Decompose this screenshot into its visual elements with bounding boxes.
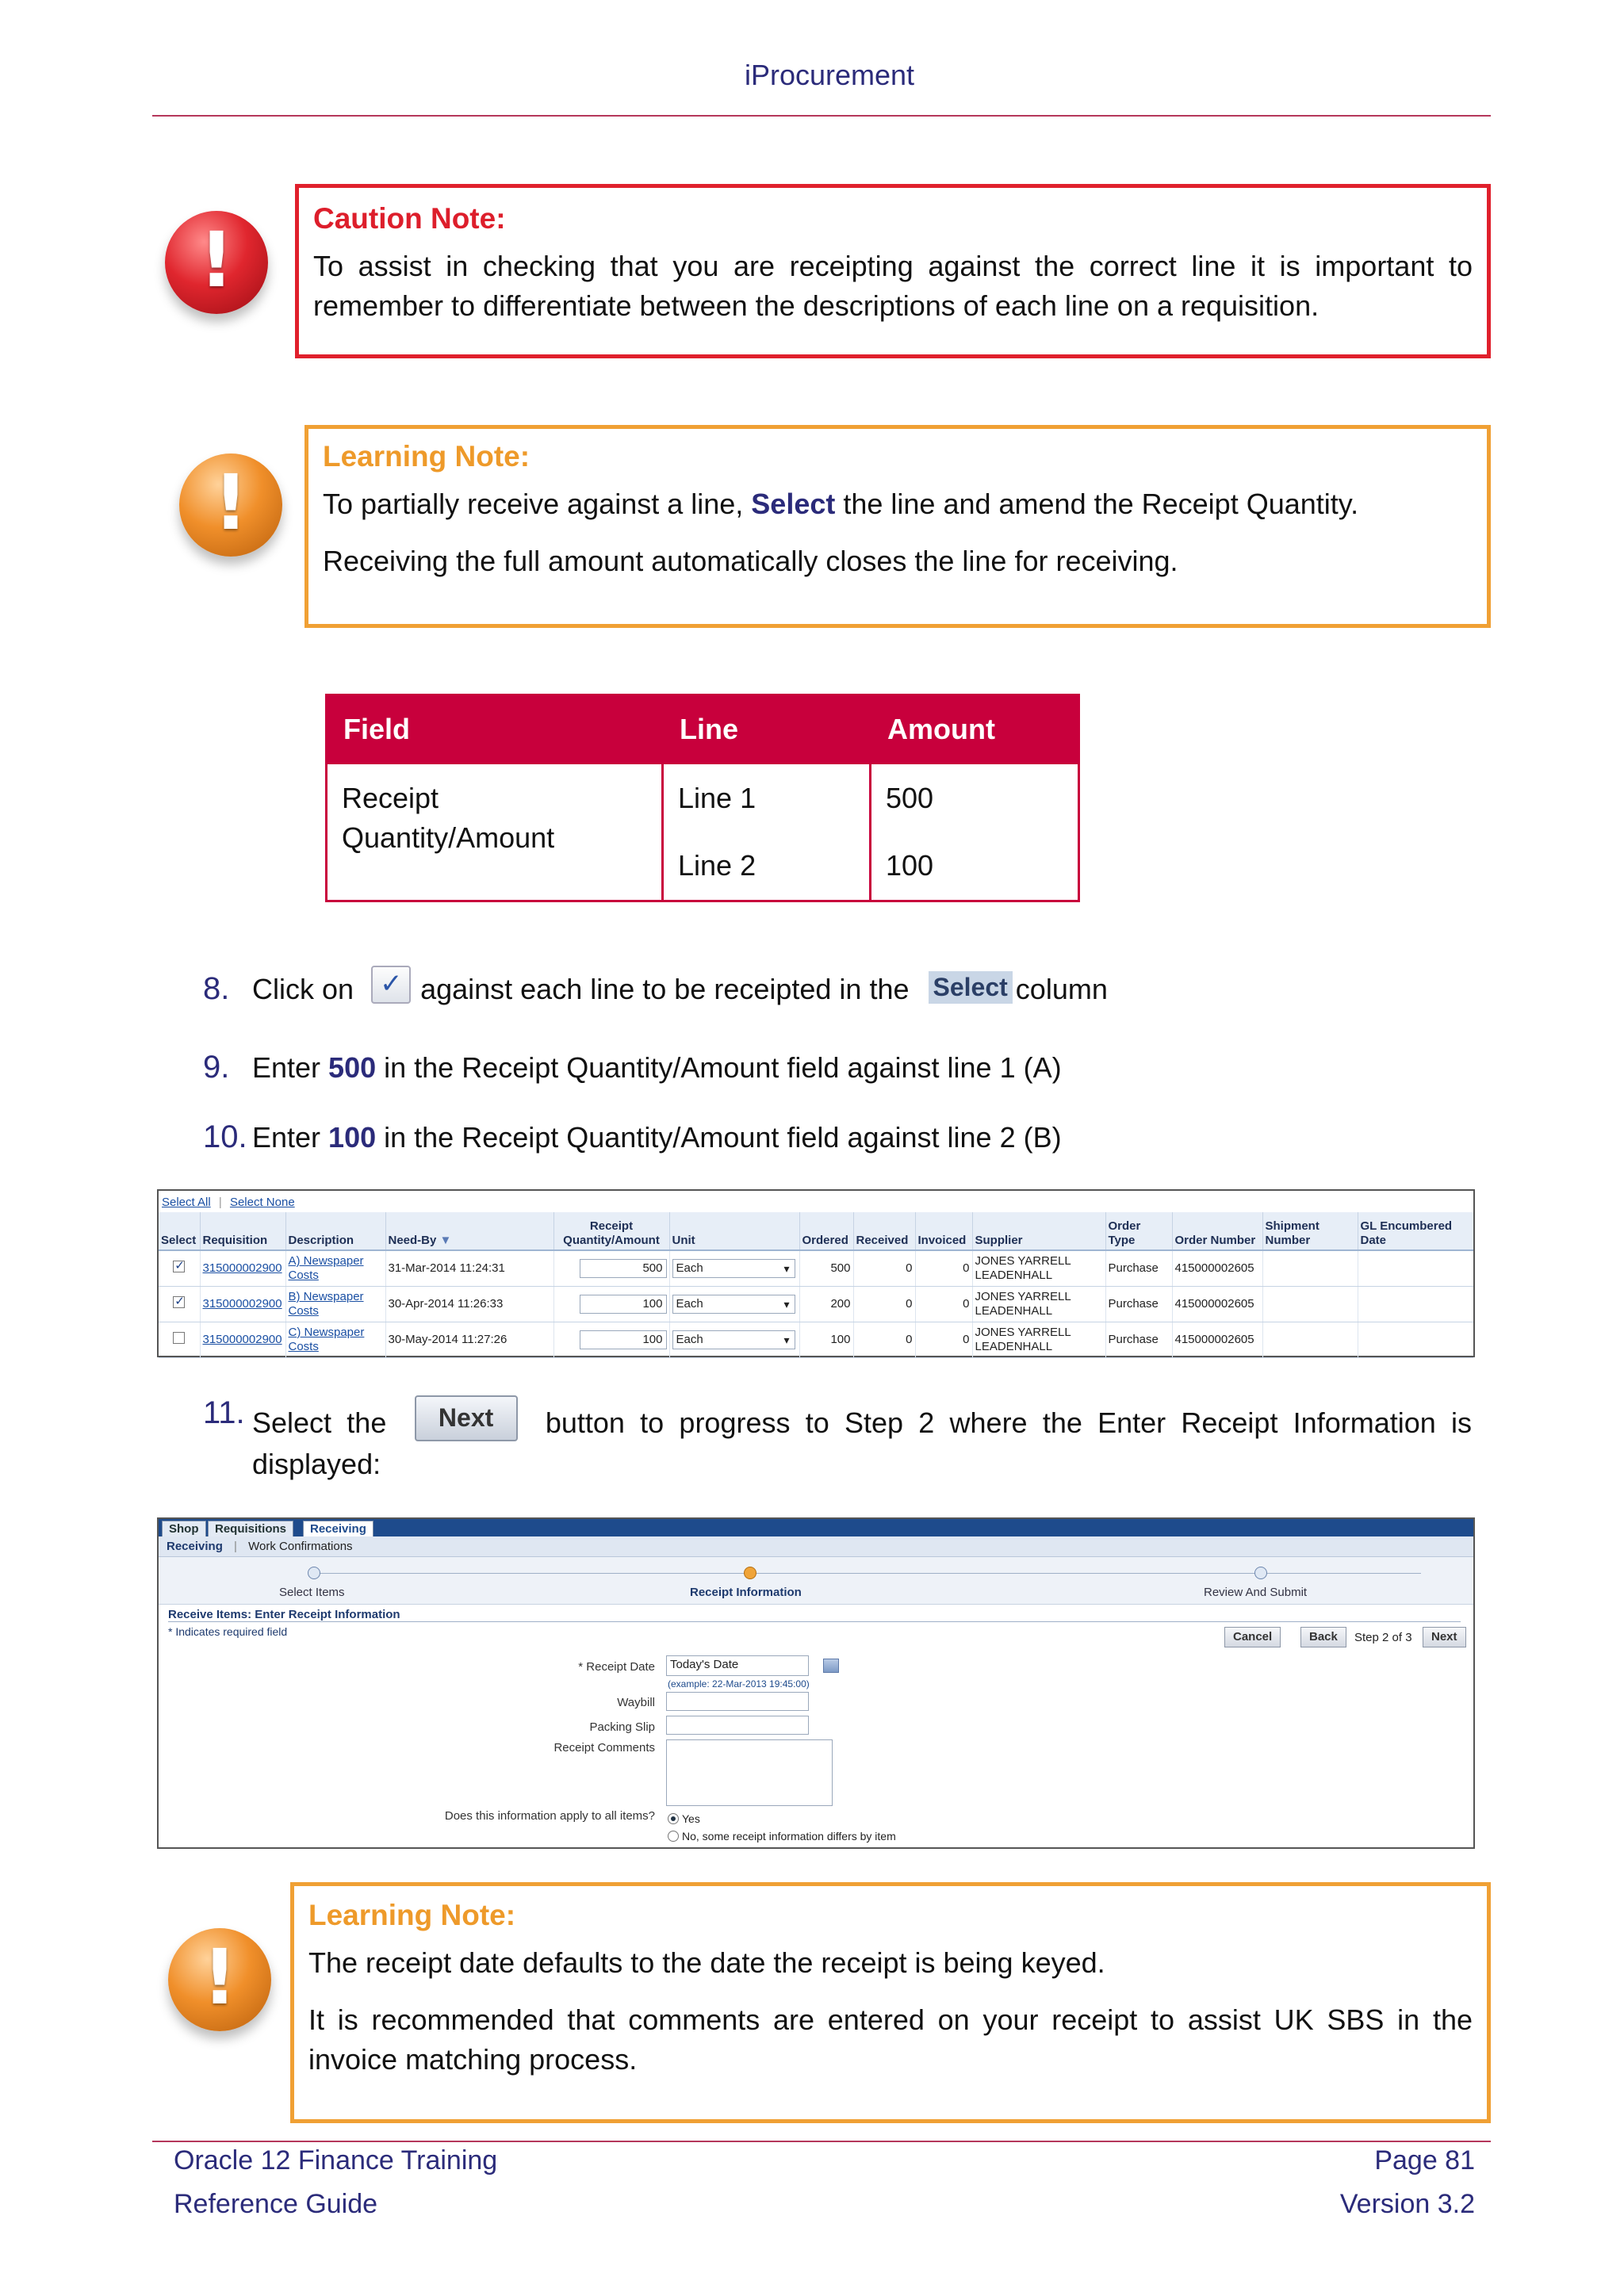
learning-note-1-p2: Receiving the full amount automatically closes the line for receiving. [323,545,1178,577]
required-note: * Indicates required field [168,1625,288,1638]
page-header-title: iProcurement [744,59,915,91]
train-step-review-and-submit [1254,1567,1267,1579]
apply-question-label: Does this information apply to all items? [444,1809,655,1823]
description-link[interactable]: B) Newspaper Costs [288,1290,364,1318]
step-indicator: Step 2 of 3 [1354,1631,1412,1644]
description-link[interactable]: A) Newspaper Costs [288,1254,364,1282]
col-need-by[interactable]: Need-By ▼ [385,1212,553,1250]
row-select-checkbox[interactable] [173,1296,185,1308]
col-received: Received [853,1212,915,1250]
header-rule [152,115,1491,117]
waybill-label: Waybill [617,1696,655,1709]
field-table-header-field: Field [327,695,663,763]
caution-note-text: To assist in checking that you are receipting against the correct line it is important to remember to differentiate between the descriptions of each line on a requisition. [313,250,1473,322]
date-example-hint: (example: 22-Mar-2013 19:45:00) [668,1678,810,1689]
receipt-information-screenshot [157,1517,1475,1849]
caution-note-title: Caution Note: [313,202,506,235]
col-unit: Unit [669,1212,799,1250]
radio-no[interactable] [668,1831,679,1842]
col-order-type: Order Type [1105,1212,1172,1250]
footer-page-number: Page 81 [1374,2145,1475,2175]
col-requisition: Requisition [200,1212,285,1250]
step-9: 9. Enter 500 in the Receipt Quantity/Amount field against line 1 (A) [203,1050,1062,1085]
row-select-checkbox[interactable] [173,1332,185,1344]
field-table-field: Receipt Quantity/Amount [327,763,663,901]
field-table [325,694,1080,902]
train-step-receipt-information [744,1567,756,1579]
select-checkbox-icon [371,966,411,1004]
col-gl-encumbered-date: GL Encumbered Date [1358,1212,1473,1250]
col-ordered: Ordered [799,1212,853,1250]
description-link[interactable]: C) Newspaper Costs [288,1326,365,1353]
row-select-checkbox[interactable] [173,1261,185,1272]
waybill-input[interactable] [666,1692,809,1711]
step-11: 11. Select the Next button to progress to Step 2 where the Enter Receipt Information is displayed: [203,1395,1472,1480]
step-10: 10. Enter 100 in the Receipt Quantity/Amount field against line 2 (B) [203,1119,1062,1154]
calendar-icon[interactable] [823,1659,839,1673]
learning-note-icon: ! [168,1928,271,2031]
select-column-label: Select [929,971,1013,1004]
learning-note-2 [290,1882,1491,2123]
table-row: ✓ 315000002900 B) Newspaper Costs 30-Apr-2014 11:26:33 100 Each ▾ 200 0 0 JONES YARRELL LEADENHALL Purchase 415000002605 [159,1287,1473,1322]
radio-yes[interactable] [668,1813,679,1824]
col-select: Select [159,1212,200,1250]
learning-note-icon: ! [179,453,282,557]
unit-select[interactable]: Each ▾ [672,1259,795,1278]
page-title: Receive Items: Enter Receipt Information [168,1608,1461,1622]
footer-rule [152,2141,1491,2142]
unit-select[interactable]: Each ▾ [672,1330,795,1349]
next-button-image: Next [415,1395,518,1441]
tab-receiving[interactable]: Receiving [303,1521,373,1536]
receipt-comments-textarea[interactable] [666,1739,833,1806]
learning-note-2-title: Learning Note: [308,1899,516,1931]
footer-left-2: Reference Guide [174,2189,378,2219]
receipt-qty-input[interactable]: 100 [580,1295,667,1314]
cancel-button[interactable]: Cancel [1224,1627,1281,1647]
option-no[interactable]: No, some receipt information differs by item [668,1830,896,1843]
train-step-select-items [308,1567,320,1579]
subtab-work-confirmations[interactable]: Work Confirmations [248,1540,353,1553]
step-8: 8. Click on ✓ against each line to be receipted in the Select column [203,966,1108,1007]
caution-note [295,184,1491,358]
receipt-qty-input[interactable]: 500 [580,1259,667,1278]
global-tab-bar [159,1519,1473,1536]
receipt-qty-input[interactable]: 100 [580,1330,667,1349]
sort-desc-icon: ▼ [439,1234,452,1247]
receipt-lines-table [159,1212,1473,1358]
col-receipt-qty: Receipt Quantity/Amount [553,1212,669,1250]
caution-icon: ! [165,211,268,314]
requisition-link[interactable]: 315000002900 [202,1297,282,1311]
packing-slip-input[interactable] [666,1716,809,1735]
field-table-header-amount: Amount [871,695,1079,763]
receipt-date-input[interactable]: Today's Date [666,1655,809,1676]
receipt-lines-screenshot [157,1189,1475,1357]
table-row: 315000002900 C) Newspaper Costs 30-May-2014 11:27:26 100 Each ▾ 100 0 0 JONES YARRELL LEADENHALL Purchase 415000002605 [159,1322,1473,1358]
subtab-receiving[interactable]: Receiving [167,1540,223,1553]
col-description: Description [285,1212,385,1250]
receipt-comments-label: Receipt Comments [553,1741,655,1755]
tab-requisitions[interactable]: Requisitions [208,1521,293,1536]
next-button[interactable]: Next [1423,1627,1466,1647]
sub-tab-bar: Receiving | Work Confirmations [159,1536,1473,1557]
unit-select[interactable]: Each ▾ [672,1295,795,1314]
select-links: Select All | Select None [162,1196,295,1209]
packing-slip-label: Packing Slip [589,1720,655,1734]
field-table-lines: Line 1 Line 2 [663,763,871,901]
col-invoiced: Invoiced [915,1212,972,1250]
col-shipment-number: Shipment Number [1262,1212,1358,1250]
select-all-link[interactable]: Select All [162,1196,211,1209]
col-supplier: Supplier [972,1212,1105,1250]
receipt-date-label: * Receipt Date [578,1660,655,1674]
tab-shop[interactable]: Shop [162,1521,206,1536]
learning-note-2-p1: The receipt date defaults to the date the receipt is being keyed. [308,1946,1105,1979]
process-train: Select Items Receipt Information Review And Submit [159,1557,1473,1605]
learning-note-1-title: Learning Note: [323,440,530,473]
requisition-link[interactable]: 315000002900 [202,1333,282,1346]
learning-note-2-p2: It is recommended that comments are entered on your receipt to assist UK SBS in the invoice matching process. [308,2003,1473,2076]
footer-version: Version 3.2 [1339,2189,1475,2219]
option-yes[interactable]: Yes [668,1812,700,1825]
learning-note-1 [304,425,1491,628]
field-table-amounts: 500 100 [871,763,1079,901]
select-none-link[interactable]: Select None [229,1196,295,1209]
footer-left-1: Oracle 12 Finance Training [174,2145,498,2175]
col-order-number: Order Number [1172,1212,1262,1250]
requisition-link[interactable]: 315000002900 [202,1261,282,1275]
back-button[interactable]: Back [1300,1627,1346,1647]
learning-note-1-p1: To partially receive against a line, Select the line and amend the Receipt Quantity. [323,488,1359,520]
table-row: ✓ 315000002900 A) Newspaper Costs 31-Mar-2014 11:24:31 500 Each ▾ 500 0 0 JONES YARRELL LEADENHALL Purchase 415000002605 [159,1250,1473,1287]
field-table-header-line: Line [663,695,871,763]
